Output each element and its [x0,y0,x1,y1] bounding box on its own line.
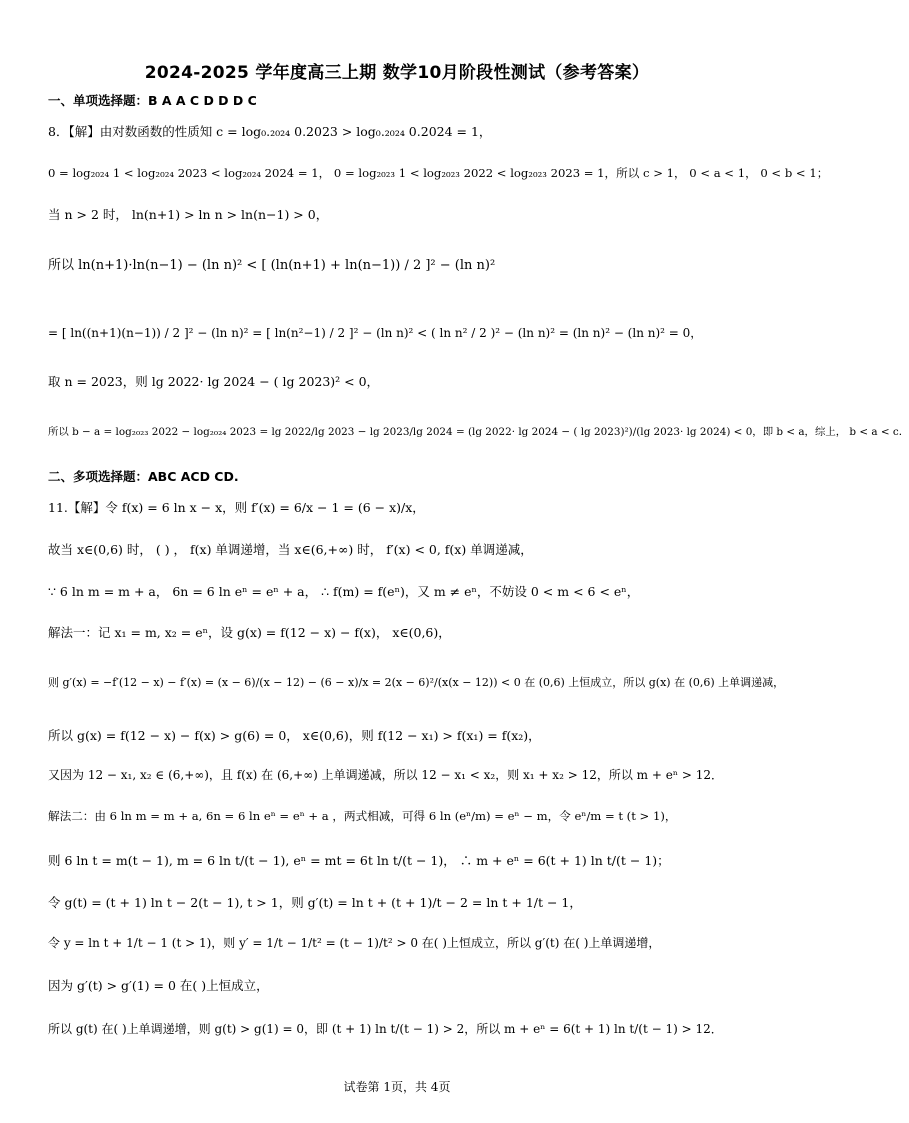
solution-line: 解法一：记 x₁ = m, x₂ = eⁿ，设 g(x) = f(12 − x) − f(x)， x∈(0,6)， [48,625,451,640]
section-heading-single-choice: 一、单项选择题：B A A C D D D C [48,93,257,108]
document-title: 2024-2025 学年度高三上期 数学10月阶段性测试（参考答案） [144,63,650,83]
solution-line: 8．【解】由对数函数的性质知 c = log₀.₂₀₂₄ 0.2023 > log₀.₂₀₂₄ 0.2024 = 1， [48,124,492,139]
solution-line: 令 g(t) = (t + 1) ln t − 2(t − 1), t > 1，则 g′(t) = ln t + (t + 1)/t − 2 = ln t + 1/t − 1， [48,895,582,910]
solution-line: 因为 g′(t) > g′(1) = 0 在( )上恒成立， [48,978,269,993]
solution-line: 又因为 12 − x₁, x₂ ∈ (6,+∞)，且 f(x) 在 (6,+∞) 上单调递减，所以 12 − x₁ < x₂，则 x₁ + x₂ > 12，所以 m + eⁿ > 12． [48,768,723,782]
solution-line: 故当 x∈(0,6) 时， ( ) ， f(x) 单调递增，当 x∈(6,+∞) 时， f′(x) < 0, f(x) 单调递减， [48,542,533,557]
solution-line: 当 n > 2 时， ln(n+1) > ln n > ln(n−1) > 0， [48,207,329,222]
solution-line: 则 g′(x) = −f′(12 − x) − f′(x) = (x − 6)/(x − 12) − (6 − x)/x = 2(x − 6)²/(x(x − 12)) < 0 在 (0,6) 上恒成立，所以 g(x) 在 (0,6) 上单调递减， [48,676,785,689]
solution-line: 0 = log₂₀₂₄ 1 < log₂₀₂₄ 2023 < log₂₀₂₄ 2024 = 1， 0 = log₂₀₂₃ 1 < log₂₀₂₃ 2022 < log₂₀₂₃ 2023 = 1，所以 c > 1， 0 < a < 1， 0 < b < 1； [48,166,829,180]
solution-line: 令 y = ln t + 1/t − 1 (t > 1)，则 y′ = 1/t − 1/t² = (t − 1)/t² > 0 在( )上恒成立，所以 g′(t) 在( )上单调递增， [48,936,661,950]
section-heading-multi-choice: 二、多项选择题：ABC ACD CD. [48,469,239,484]
solution-line: 取 n = 2023，则 lg 2022· lg 2024 − ( lg 2023)² < 0， [48,374,380,389]
solution-line: 则 6 ln t = m(t − 1), m = 6 ln t/(t − 1), eⁿ = mt = 6t ln t/(t − 1)， ∴ m + eⁿ = 6(t + 1) ln t/(t − 1)； [48,853,670,868]
solution-line: = [ ln((n+1)(n−1)) / 2 ]² − (ln n)² = [ ln(n²−1) / 2 ]² − (ln n)² < ( ln n² / 2 )² − (ln n)² = (ln n)² − (ln n)² = 0， [48,326,703,340]
solution-line: 11.【解】令 f(x) = 6 ln x − x，则 f′(x) = 6/x − 1 = (6 − x)/x， [48,500,425,515]
solution-line: 所以 g(t) 在( )上单调递增，则 g(t) > g(1) = 0，即 (t + 1) ln t/(t − 1) > 2，所以 m + eⁿ = 6(t + 1) ln t/(t − 1) > 12． [48,1022,723,1036]
page-footer: 试卷第 1页，共 4页 [343,1080,451,1094]
solution-line: 所以 b − a = log₂₀₂₃ 2022 − log₂₀₂₄ 2023 = lg 2022/lg 2023 − lg 2023/lg 2024 = (lg 2022· lg 2024 − ( lg 2023)²)/(lg 2023· lg 2024) < 0，即 b < a，综上， b < a < c． [48,426,909,438]
solution-line: 解法二：由 6 ln m = m + a, 6n = 6 ln eⁿ = eⁿ + a ，两式相减，可得 6 ln (eⁿ/m) = eⁿ − m，令 eⁿ/m = t (t > 1)， [48,809,677,823]
solution-line: ∵ 6 ln m = m + a， 6n = 6 ln eⁿ = eⁿ + a， ∴ f(m) = f(eⁿ)，又 m ≠ eⁿ，不妨设 0 < m < 6 < eⁿ， [48,584,640,599]
solution-line: 所以 g(x) = f(12 − x) − f(x) > g(6) = 0， x∈(0,6)，则 f(12 − x₁) > f(x₁) = f(x₂)， [48,728,541,743]
solution-line: 所以 ln(n+1)·ln(n−1) − (ln n)² < [ (ln(n+1) + ln(n−1)) / 2 ]² − (ln n)² [48,258,496,273]
